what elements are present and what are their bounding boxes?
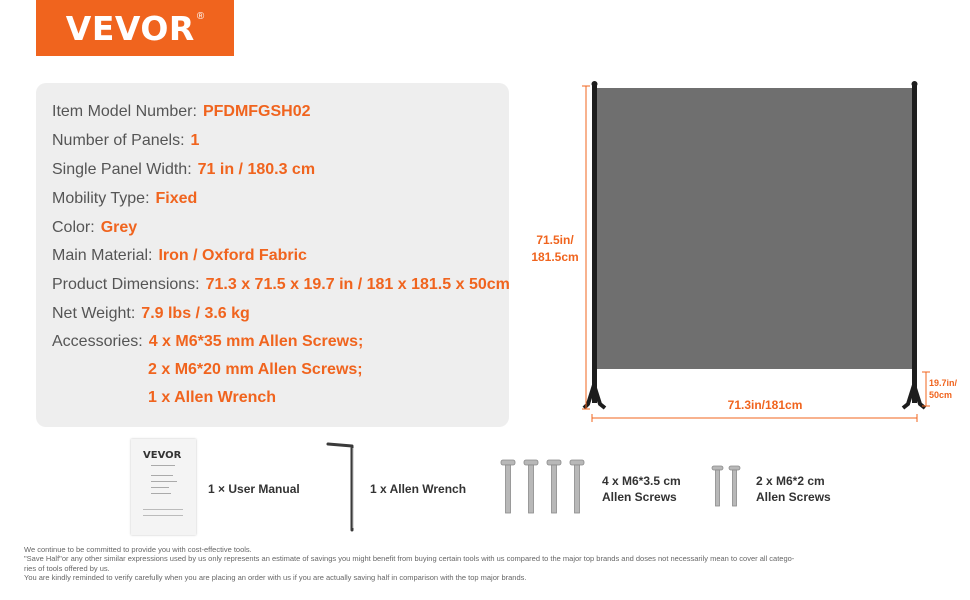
spec-label: Single Panel Width: <box>52 161 192 178</box>
allen-wrench-label: 1 x Allen Wrench <box>370 482 467 496</box>
depth-dimension-label <box>929 378 957 401</box>
spec-label: Net Weight: <box>52 305 136 322</box>
disclaimer-line: We continue to be committed to provide you with cost-effective tools. <box>24 545 252 554</box>
right-foot <box>903 385 914 408</box>
spec-value: Iron / Oxford Fabric <box>158 247 307 264</box>
manual-brand: VEVOR <box>143 450 182 461</box>
right-pole <box>912 83 917 403</box>
short-screws-line2: Allen Screws <box>756 490 831 505</box>
spec-accessory-line: 1 x Allen Wrench <box>148 389 277 406</box>
allen-wrench-icon <box>322 438 362 538</box>
disclaimer-line: "Save Half"or any other similar expressions used by us only represents an estimate of savings you might benefit from buying certain tools with us compared to the major top brands and doses not necessarily mean to cover all catego- <box>24 554 795 564</box>
manual-text-line <box>151 487 169 488</box>
spec-accessory-line: 2 x M6*20 mm Allen Screws; <box>148 361 363 378</box>
left-pole <box>592 83 597 403</box>
user-manual-image <box>131 439 196 535</box>
spec-label: Accessories: <box>52 333 143 350</box>
height-dimension-label <box>520 232 590 266</box>
short-screws-icon <box>709 463 743 509</box>
screen-fabric <box>596 88 914 369</box>
right-pole-cap <box>912 81 918 87</box>
disclaimer-line: ries of tools offered by us. <box>24 563 110 573</box>
spec-value: Grey <box>100 219 138 236</box>
long-screws-label <box>602 473 681 505</box>
spec-label: Mobility Type: <box>52 190 150 207</box>
disclaimer <box>24 545 954 583</box>
spec-label: Number of Panels: <box>52 132 185 149</box>
manual-text-line <box>143 509 183 510</box>
spec-value: PFDMFGSH02 <box>202 103 311 120</box>
spec-value: 1 <box>190 132 200 149</box>
disclaimer-line: You are kindly reminded to verify carefully when you are placing an order with us if you are actually saving half in comparison with the top major brands. <box>24 573 527 583</box>
manual-text-line <box>143 515 183 516</box>
manual-text-line <box>151 493 171 494</box>
user-manual-label: 1 × User Manual <box>208 482 300 496</box>
left-pole-cap <box>592 81 598 87</box>
manual-text-line <box>151 465 175 466</box>
right-foot <box>914 385 925 408</box>
depth-line2: 50cm <box>929 389 953 400</box>
spec-label: Color: <box>52 219 95 236</box>
short-screws-label <box>756 473 831 505</box>
height-line2: 181.5cm <box>531 249 579 264</box>
spec-value: 71 in / 180.3 cm <box>197 161 316 178</box>
long-screws-line1: 4 x M6*3.5 cm <box>602 474 681 488</box>
long-screws-icon <box>497 457 592 517</box>
spec-label: Product Dimensions: <box>52 276 200 293</box>
height-line1: 71.5in/ <box>536 233 574 247</box>
spec-label: Main Material: <box>52 247 153 264</box>
manual-text-line <box>151 475 173 476</box>
width-dimension-label: 71.3in/181cm <box>727 398 803 412</box>
long-screws-line2: Allen Screws <box>602 490 677 505</box>
spec-label: Item Model Number: <box>52 103 197 120</box>
short-screws-line1: 2 x M6*2 cm <box>756 474 825 488</box>
spec-value: 4 x M6*35 mm Allen Screws; <box>148 333 364 350</box>
brand-name: VEVOR <box>65 8 195 48</box>
spec-value: Fixed <box>155 190 198 207</box>
spec-value: 7.9 lbs / 3.6 kg <box>141 305 250 322</box>
spec-value: 71.3 x 71.5 x 19.7 in / 181 x 181.5 x 50cm <box>205 276 510 293</box>
depth-line1: 19.7in/ <box>929 378 958 388</box>
left-foot <box>594 385 605 408</box>
brand-registered-mark: ® <box>196 10 205 22</box>
manual-text-line <box>151 481 177 482</box>
